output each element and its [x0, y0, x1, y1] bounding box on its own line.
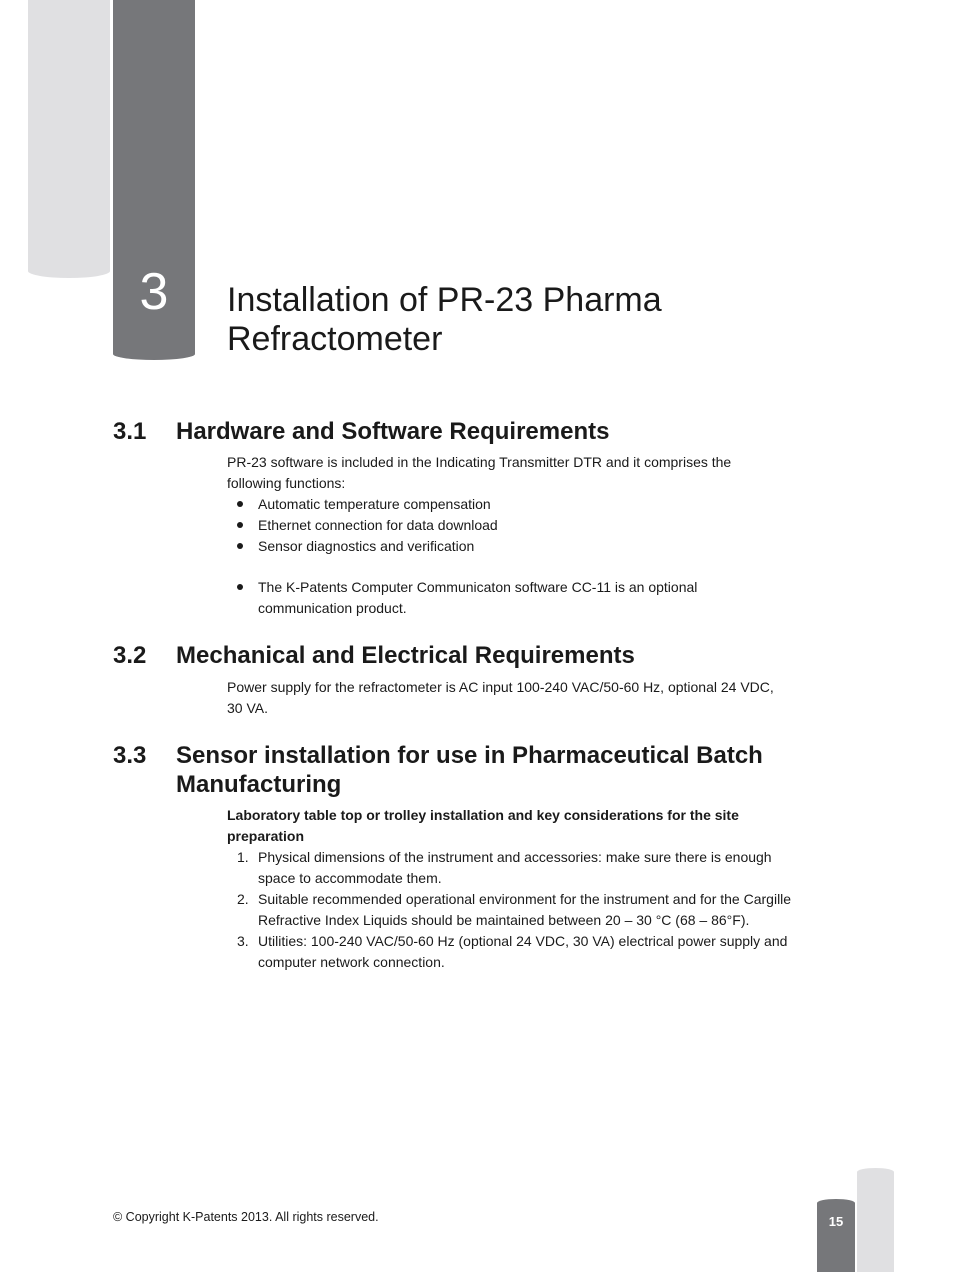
list-item-text: communication product. [258, 600, 407, 616]
section-number: 3.2 [113, 642, 147, 669]
list-item [227, 847, 817, 889]
text-line: following functions: [227, 475, 346, 491]
chapter-number: 3 [139, 263, 169, 321]
section-title [176, 741, 763, 799]
list-number: 2. [237, 891, 249, 907]
bullet-list [227, 494, 817, 557]
list-item-text: computer network connection. [258, 954, 445, 970]
text-line: preparation [227, 828, 305, 844]
list-item-text: Utilities: 100-240 VAC/50-60 Hz (optional 24 VDC, 30 VA) electrical power supply and [258, 933, 788, 949]
section-body-3-3 [227, 805, 817, 973]
paragraph [227, 452, 817, 494]
page-tab-light [857, 1168, 894, 1272]
list-item-text: space to accommodate them. [258, 870, 442, 886]
section-heading-3-2 [113, 641, 635, 670]
section-body-3-1 [227, 452, 817, 619]
list-item [227, 889, 817, 931]
list-item-text: The K-Patents Computer Communicaton software CC-11 is an optional [258, 579, 698, 595]
bullet-icon [237, 543, 243, 549]
list-item-text: Suitable recommended operational environment for the instrument and for the Cargille [258, 891, 792, 907]
paragraph [227, 677, 817, 719]
list-number: 1. [237, 849, 249, 865]
section-title: Mechanical and Electrical Requirements [176, 642, 635, 669]
section-number: 3.3 [113, 742, 147, 769]
page-number: 15 [828, 1214, 844, 1229]
section-body-3-2 [227, 677, 817, 719]
text-line: Laboratory table top or trolley installation and key considerations for the site [227, 807, 739, 823]
text-line: 30 VA. [227, 700, 268, 716]
text-line: PR-23 software is included in the Indicating Transmitter DTR and it comprises the [227, 454, 732, 470]
section-title: Hardware and Software Requirements [176, 418, 610, 445]
bullet-list [227, 577, 817, 619]
chapter-title-line1: Installation of PR-23 Pharma [227, 281, 662, 319]
chapter-title-line2: Refractometer [227, 320, 443, 358]
footer-copyright: © Copyright K-Patents 2013. All rights reserved. [113, 1210, 379, 1224]
chapter-tab-light [28, 0, 110, 278]
list-number: 3. [237, 933, 249, 949]
list-item-text: Sensor diagnostics and verification [258, 538, 475, 554]
chapter-title [227, 281, 662, 359]
section-heading-3-3 [113, 741, 763, 799]
list-item [227, 515, 817, 536]
list-item-text: Refractive Index Liquids should be maintained between 20 – 30 °C (68 – 86°F). [258, 912, 750, 928]
section-heading-3-1 [113, 417, 609, 446]
list-item-text: Physical dimensions of the instrument and accessories: make sure there is enough [258, 849, 772, 865]
page-tab-dark [817, 1199, 855, 1272]
numbered-list [227, 847, 817, 973]
list-item-text: Ethernet connection for data download [258, 517, 498, 533]
list-item [227, 494, 817, 515]
subheading [227, 805, 817, 847]
text-line: Power supply for the refractometer is AC input 100-240 VAC/50-60 Hz, optional 24 VDC, [227, 679, 774, 695]
section-title-line1: Sensor installation for use in Pharmaceutical Batch [176, 742, 763, 769]
list-item [227, 536, 817, 557]
bullet-icon [237, 584, 243, 590]
list-item-text: Automatic temperature compensation [258, 496, 491, 512]
bullet-icon [237, 522, 243, 528]
bullet-icon [237, 501, 243, 507]
list-item [227, 577, 817, 619]
list-item [227, 931, 817, 973]
section-title-line2: Manufacturing [176, 771, 342, 798]
section-number: 3.1 [113, 418, 147, 445]
